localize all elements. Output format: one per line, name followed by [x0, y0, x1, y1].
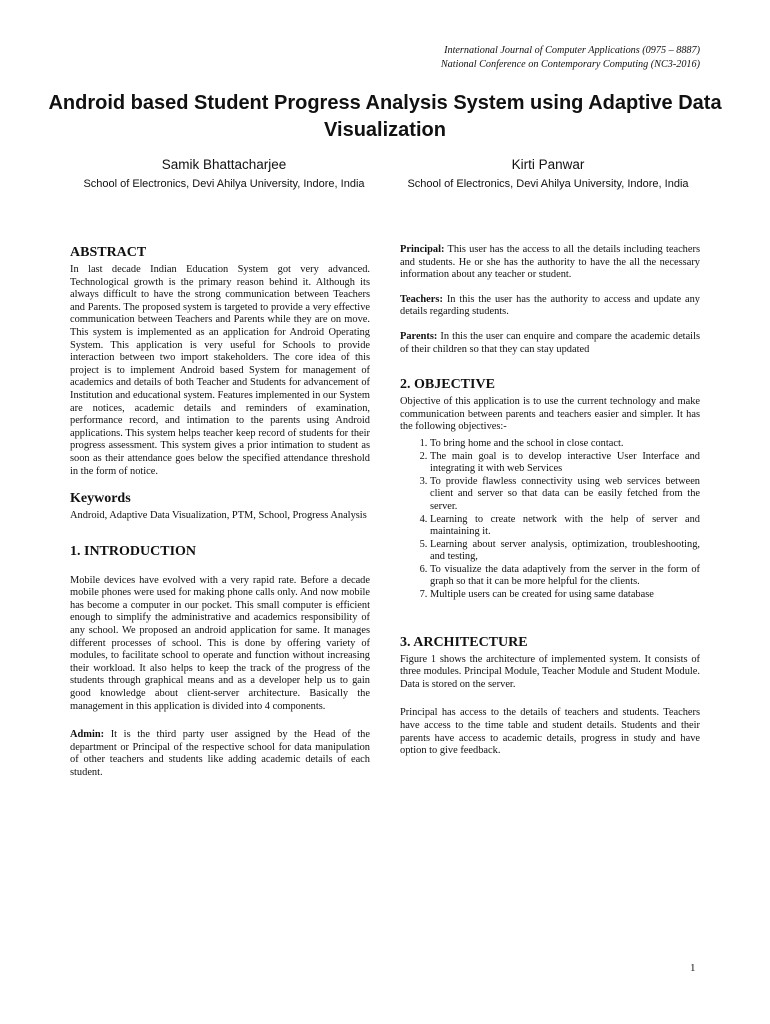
introduction-heading: 1. INTRODUCTION — [70, 543, 197, 559]
journal-line-1: International Journal of Computer Applications (0975 – 8887) — [444, 45, 700, 56]
keywords-text: Android, Adaptive Data Visualization, PTM, School, Progress Analysis — [70, 510, 367, 522]
list-item: 7. Multiple users can be created for using same database — [430, 589, 700, 602]
parents-paragraph — [400, 331, 700, 356]
list-item: 2. The main goal is to develop interactive User Interface and integrating it with web Services — [430, 451, 700, 476]
left-column — [70, 244, 370, 780]
introduction-paragraph: Mobile devices have evolved with a very rapid rate. Before a decade mobile phones were used for making phone calls only. And now mobile has become a computer in our pocket. This small computer is efficient enough to simplify the administrative and academics responsibility of any school. We proposed an android application for same. It manages different processes of school. This is done by offering variety of modules, to facilitate school to operate and function without increasing their workload. It also helps to keep the track of the progress of the students through graphical means and as a developer help us to gain good knowledge about client-server architecture. Basically the management in this application is divided into 4 components. — [70, 574, 370, 712]
journal-line-2: National Conference on Contemporary Computing (NC3-2016) — [440, 58, 700, 70]
architecture-heading: 3. ARCHITECTURE — [400, 634, 528, 650]
teachers-text: In this the user has the authority to access and update any details regarding students. — [400, 293, 700, 318]
journal-header — [441, 44, 700, 71]
author-name: Kirti Panwar — [511, 157, 585, 172]
keywords-heading: Keywords — [70, 491, 131, 507]
list-item: 5. Learning about server analysis, optimization, troubleshooting, and testing, — [430, 539, 700, 564]
teachers-paragraph — [400, 294, 700, 319]
architecture-paragraph-1: Figure 1 shows the architecture of implemented system. It consists of three modules. Principal Module, Teacher Module and Student Module. Data is stored on the server. — [400, 653, 700, 690]
principal-text: This user has the access to all the details including teachers and students. He or she has the authority to have the all the necessary information about any teacher or student. — [400, 244, 700, 281]
admin-label: Admin: — [70, 729, 105, 741]
admin-paragraph — [70, 729, 370, 779]
parents-text: In this the user can enquire and compare the academic details of their children so that they can stay updated — [400, 330, 700, 355]
paper-title: Android based Student Progress Analysis System using Adaptive Data Visualization — [48, 92, 722, 141]
author-affiliation: School of Electronics, Devi Ahilya University, Indore, India — [407, 178, 689, 190]
author-affiliation: School of Electronics, Devi Ahilya University, Indore, India — [83, 178, 365, 190]
author-2 — [394, 156, 702, 192]
principal-label: Principal: — [400, 244, 445, 255]
principal-paragraph — [400, 244, 700, 282]
page-number: 1 — [690, 962, 696, 974]
list-item: 4. Learning to create network with the help of server and maintaining it. — [430, 514, 700, 539]
architecture-paragraph-2: Principal has access to the details of teachers and students. Teachers have access to the time table and student details. Students and their parents have access to academic details, progress in study and have option to give feedback. — [400, 707, 700, 757]
parents-label: Parents: — [400, 330, 438, 342]
objective-list — [400, 438, 700, 602]
objective-heading: 2. OBJECTIVE — [400, 377, 495, 393]
author-name: Samik Bhattacharjee — [161, 157, 287, 172]
author-block — [70, 156, 702, 192]
right-column — [400, 244, 700, 758]
author-1 — [70, 156, 378, 192]
admin-text: It is the third party user assigned by the Head of the department or Principal of the respective school for data manipulation of other teachers and students like adding academic details of each student. — [70, 729, 370, 778]
list-item: 3. To provide flawless connectivity using web services between client and server so that data can be easily fetched from the server. — [430, 476, 700, 514]
abstract-heading: ABSTRACT — [70, 245, 147, 260]
abstract-text: In last decade Indian Education System got very advanced. Technological growth is the primary reason behind it. Although its always difficult to have the strong communication between Teachers and Parents. The proposed system is targeted to provide a very effective communication between Teachers and Parents while they are on move. This system is implemented as an application for Android Operating System. This application is very useful for Schools to provide interaction between two import stakeholders. The core idea of this project is to implement Android based System for management of academics and details of both Teacher and Students for advancement of Institution and educational system. Features implemented in our System are notices, academic details and reminders of examination, performance record, and intimation to the parents using Android applications. This system helps teacher keep record of students for their progress assessment. This system gives a prior intimation to student as soon as their attendance goes below the specified attendance threshold in the form of notice. — [70, 264, 370, 477]
teachers-label: Teachers: — [400, 293, 443, 305]
list-item: 1. To bring home and the school in close contact. — [430, 438, 700, 451]
objective-intro: Objective of this application is to use the current technology and make communication between parents and teachers easier and simpler. It has the following objectives:- — [400, 396, 700, 433]
list-item: 6. To visualize the data adaptively from the server in the form of graph so that it can be more helpful for the clients. — [430, 564, 700, 589]
